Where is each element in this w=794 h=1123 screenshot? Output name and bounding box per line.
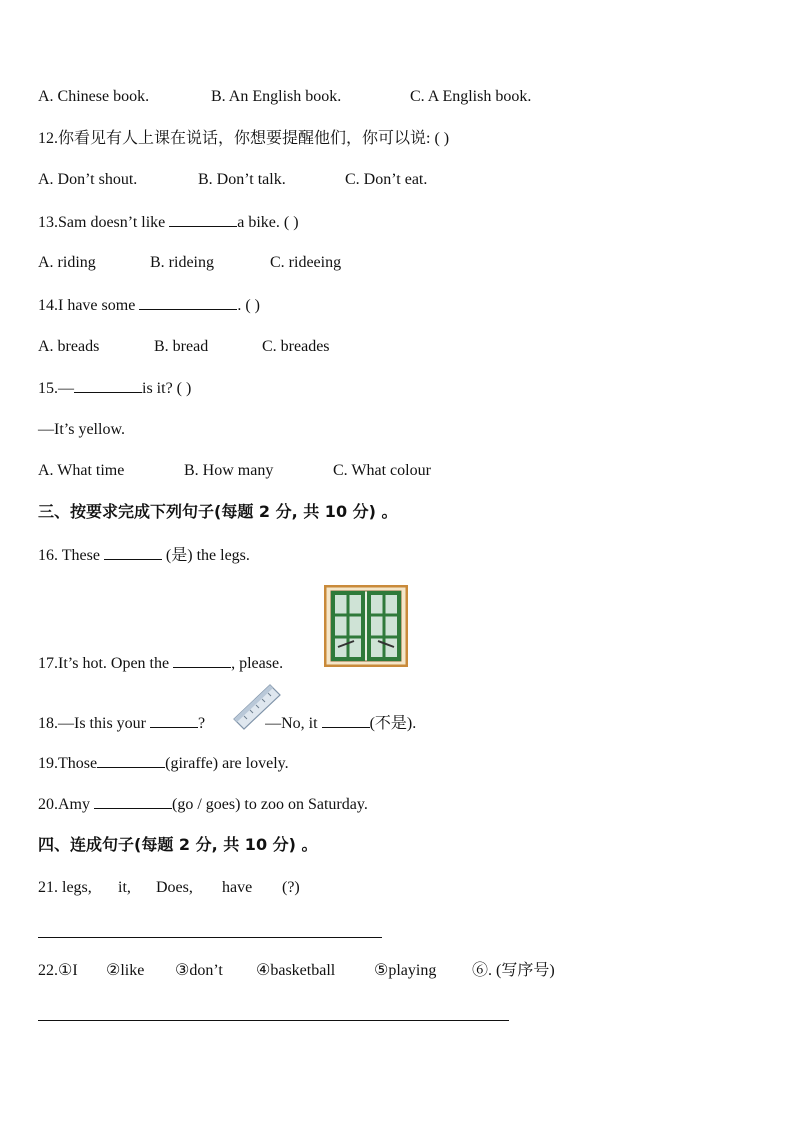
q16-blank[interactable] (104, 545, 162, 560)
q17-stem (38, 653, 283, 674)
q18-text-after: (不是). (369, 715, 417, 732)
q14-option-c: C. breades (262, 338, 330, 355)
q12-option-a: A. Don’t shout. (38, 171, 138, 188)
q15-option-b: B. How many (184, 462, 274, 479)
q14-blank[interactable] (139, 295, 237, 310)
q21-word-4: have (222, 879, 253, 896)
q14-text-after: . ( ) (237, 297, 260, 314)
q12-options (38, 170, 427, 190)
q14-option-a: A. breads (38, 338, 100, 355)
q13-options (38, 253, 341, 273)
q19-text-after: (giraffe) are lovely. (165, 755, 289, 772)
q19-blank[interactable] (97, 753, 165, 768)
q21-words (38, 878, 300, 898)
q16-stem (38, 545, 250, 566)
q20-text-after: (go / goes) to zoo on Saturday. (172, 796, 368, 813)
q15-text-after: is it? ( ) (142, 380, 192, 397)
q15-option-a: A. What time (38, 462, 125, 479)
q22-word-5: ⑤playing (374, 962, 437, 979)
q13-option-b: B. rideing (150, 254, 214, 271)
q20-stem (38, 794, 368, 815)
q18-stem (38, 713, 416, 734)
q15-text-before: 15.— (38, 380, 74, 397)
q22-word-6: ⑥. (写序号) (472, 962, 555, 979)
q12-stem: 12.你看见有人上课在说话，你想要提醒他们，你可以说: ( ) (38, 130, 450, 147)
q21-word-3: Does, (156, 879, 193, 896)
q18-blank-1[interactable] (150, 713, 198, 728)
q13-text-after: a bike. ( ) (237, 214, 299, 231)
q19-text-before: 19.Those (38, 755, 98, 772)
q13-option-c: C. rideeing (270, 254, 342, 271)
q15-option-c: C. What colour (333, 462, 431, 479)
q12-option-c: C. Don’t eat. (345, 171, 428, 188)
q21-number: 21. (38, 879, 58, 896)
section-4-heading: 四、连成句子(每题 2 分, 共 10 分) 。 (38, 835, 318, 854)
q18-question-mark: ? (198, 715, 206, 732)
q20-text-before: 20.Amy (38, 796, 90, 813)
q21-word-1: legs, (62, 879, 92, 896)
q13-stem (38, 212, 299, 233)
q19-stem (38, 753, 289, 774)
q16-text-before: 16. These (38, 547, 100, 564)
q22-word-4: ④basketball (256, 962, 336, 979)
q11-option-c: C. A English book. (410, 88, 532, 105)
q22-number: 22. (38, 962, 58, 979)
window-picture (324, 585, 408, 667)
section-3-heading: 三、按要求完成下列句子(每题 2 分, 共 10 分) 。 (38, 502, 398, 521)
q17-text-after: , please. (231, 655, 284, 672)
q11-options (38, 87, 531, 107)
q15-reply: —It’s yellow. (38, 421, 125, 438)
q15-blank[interactable] (74, 378, 142, 393)
q21-answer-line[interactable] (38, 937, 382, 938)
q21-word-5: (?) (282, 879, 300, 896)
q13-text-before: 13.Sam doesn’t like (38, 214, 166, 231)
q22-words (38, 961, 555, 981)
q13-option-a: A. riding (38, 254, 96, 271)
q15-options (38, 461, 431, 481)
q22-word-1: ①I (58, 962, 78, 979)
q12-option-b: B. Don’t talk. (198, 171, 286, 188)
q13-blank[interactable] (169, 212, 237, 227)
q18-reply: —No, it (265, 715, 318, 732)
q18-text-before: 18.—Is this your (38, 715, 146, 732)
q15-stem (38, 378, 191, 399)
q14-option-b: B. bread (154, 338, 209, 355)
q17-text-before: 17.It’s hot. Open the (38, 655, 170, 672)
q16-text-after: (是) the legs. (165, 547, 250, 564)
q17-blank[interactable] (173, 653, 231, 668)
q18-blank-2[interactable] (322, 713, 370, 728)
q22-answer-line[interactable] (38, 1020, 509, 1021)
q11-option-b: B. An English book. (211, 88, 342, 105)
q20-blank[interactable] (94, 794, 172, 809)
q14-stem (38, 295, 260, 316)
q22-word-2: ②like (106, 962, 145, 979)
q21-word-2: it, (118, 879, 131, 896)
q14-options (38, 337, 330, 357)
q22-word-3: ③don’t (175, 962, 223, 979)
q11-option-a: A. Chinese book. (38, 88, 150, 105)
q14-text-before: 14.I have some (38, 297, 136, 314)
